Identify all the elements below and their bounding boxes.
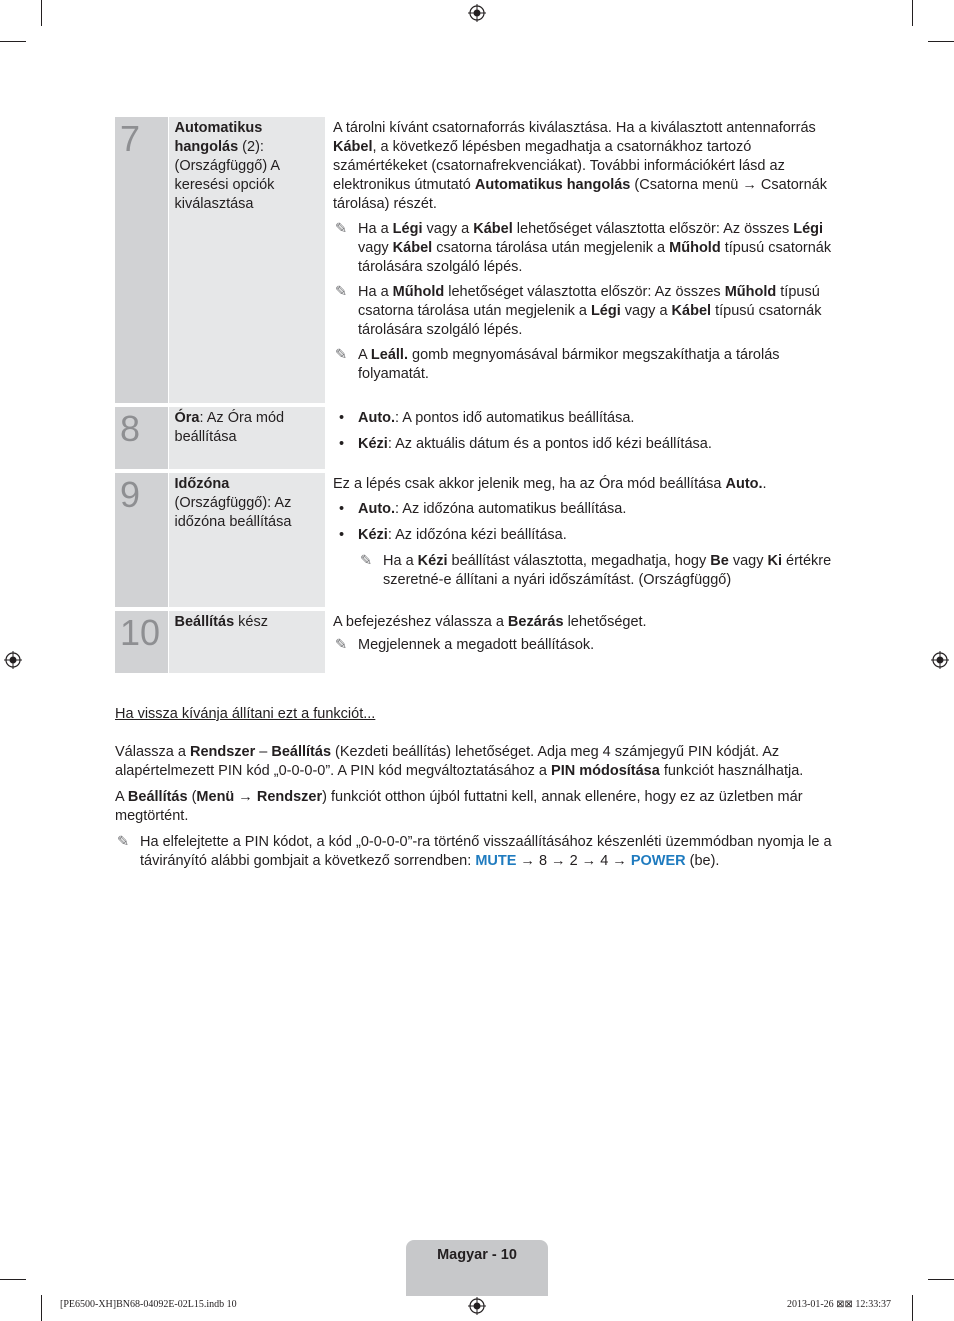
step-label: Óra: Az Óra mód beállítása [168, 405, 327, 471]
note: ✎ Ha elfelejtette a PIN kódot, a kód „0-0-0-0”-ra történő visszaállításához készenléti üzemmódban nyomja le a távirányító alábbi gombjait a következő sorrendben: MUTE → 8 → 2 → 4 → POWER (be). [117, 834, 832, 869]
crop-mark [0, 1279, 26, 1280]
section-heading: Ha vissza kívánja állítani ezt a funkciót... [115, 706, 376, 722]
pencil-note-icon: ✎ [335, 221, 348, 237]
step-description [327, 117, 833, 405]
step-description [327, 405, 833, 471]
step-number: 8 [115, 405, 168, 471]
step-label [168, 117, 327, 405]
setup-steps-table [115, 117, 833, 677]
crop-mark [912, 1295, 913, 1321]
registration-mark-icon [468, 4, 486, 22]
registration-mark-icon [931, 651, 949, 669]
step-label: Időzóna (Országfüggő): Az időzóna beállítása [168, 471, 327, 609]
crop-mark [928, 1279, 954, 1280]
pencil-note-icon: ✎ [335, 637, 348, 653]
step-description [327, 471, 833, 609]
note: ✎ Ha a Kézi beállítást választotta, megadhatja, hogy Be vagy Ki értékre szeretné-e állítani a nyári időszámítást. (Országfüggő) [360, 553, 832, 588]
step-label-bold: Automatikus hangolás [174, 120, 263, 155]
mute-key: MUTE [475, 853, 517, 869]
crop-mark [928, 41, 954, 42]
description-paragraph: A tárolni kívánt csatornaforrás kiválasztása. Ha a kiválasztott antennaforrás Kábel, a következő lépésben megadhatja a csatornákhoz tartozó számértékeket (csatornafrekvenciákat). További információkért lásd az elektronikus útmutató Automatikus hangolás (Csatorna menü → Csatornák tárolása) részét. [333, 120, 827, 212]
step-label: Beállítás kész [168, 609, 327, 675]
note: ✎ Megjelennek a megadott beállítások. [335, 637, 595, 653]
step-number: 7 [115, 117, 168, 405]
step-number: 10 [115, 609, 168, 675]
description-paragraph: Ez a lépés csak akkor jelenik meg, ha az Óra mód beállítása Auto.. [333, 476, 767, 492]
reset-paragraph: Válassza a Rendszer – Beállítás (Kezdeti beállítás) lehetőséget. Adja meg 4 számjegyű PIN kódját. Az alapértelmezett PIN kód „0-0-0-0”. A PIN kód megváltoztatásához a PIN módosítása funkciót használhatja. [115, 744, 804, 779]
description-paragraph: A befejezéshez válassza a Bezárás lehetőséget. [333, 614, 647, 630]
bullet-item: • Kézi: Az aktuális dátum és a pontos idő kézi beállítása. [339, 436, 712, 452]
pencil-note-icon: ✎ [335, 284, 348, 300]
imprint-left: [PE6500-XH]BN68-04092E-02L15.indb 10 [60, 1299, 237, 1310]
registration-mark-icon [4, 651, 22, 669]
step-row-7 [115, 117, 833, 405]
pencil-note-icon: ✎ [335, 347, 348, 363]
step-number: 9 [115, 471, 168, 609]
crop-mark [0, 41, 26, 42]
page-number-tab: Magyar - 10 [406, 1240, 548, 1296]
power-key: POWER [630, 853, 686, 869]
step-row-10 [115, 609, 833, 675]
step-row-9 [115, 471, 833, 609]
imprint-right: 2013-01-26 ⊠⊠ 12:33:37 [787, 1299, 891, 1310]
bullet-item: • Kézi: Az időzóna kézi beállítása. [339, 527, 567, 543]
crop-mark [41, 0, 42, 26]
registration-mark-icon [468, 1297, 486, 1315]
pencil-note-icon: ✎ [360, 553, 373, 569]
reset-section [115, 705, 845, 877]
step-description [327, 609, 833, 675]
note: ✎ Ha a Légi vagy a Kábel lehetőséget választotta először: Az összes Légi vagy Kábel csatorna tárolása után megjelenik a Műhold típusú csatornák tárolására szolgáló lépés. [335, 221, 832, 275]
step-row-8 [115, 405, 833, 471]
reset-paragraph: A Beállítás (Menü → Rendszer) funkciót otthon újból futtatni kell, annak ellenére, hogy ez az üzletben már megtörtént. [115, 789, 803, 824]
bullet-item: • Auto.: A pontos idő automatikus beállítása. [339, 410, 635, 426]
step-label-text: (2): (Országfüggő) A keresési opciók kiválasztása [174, 139, 280, 212]
crop-mark [41, 1295, 42, 1321]
pencil-note-icon: ✎ [117, 834, 130, 850]
note: ✎ A Leáll. gomb megnyomásával bármikor megszakíthatja a tárolás folyamatát. [335, 347, 780, 382]
note: ✎ Ha a Műhold lehetőséget választotta először: Az összes Műhold típusú csatorna tárolása után megjelenik a Légi vagy a Kábel típusú csatornák tárolására szolgáló lépés. [335, 284, 822, 338]
crop-mark [912, 0, 913, 26]
bullet-item: • Auto.: Az időzóna automatikus beállítása. [339, 501, 627, 517]
